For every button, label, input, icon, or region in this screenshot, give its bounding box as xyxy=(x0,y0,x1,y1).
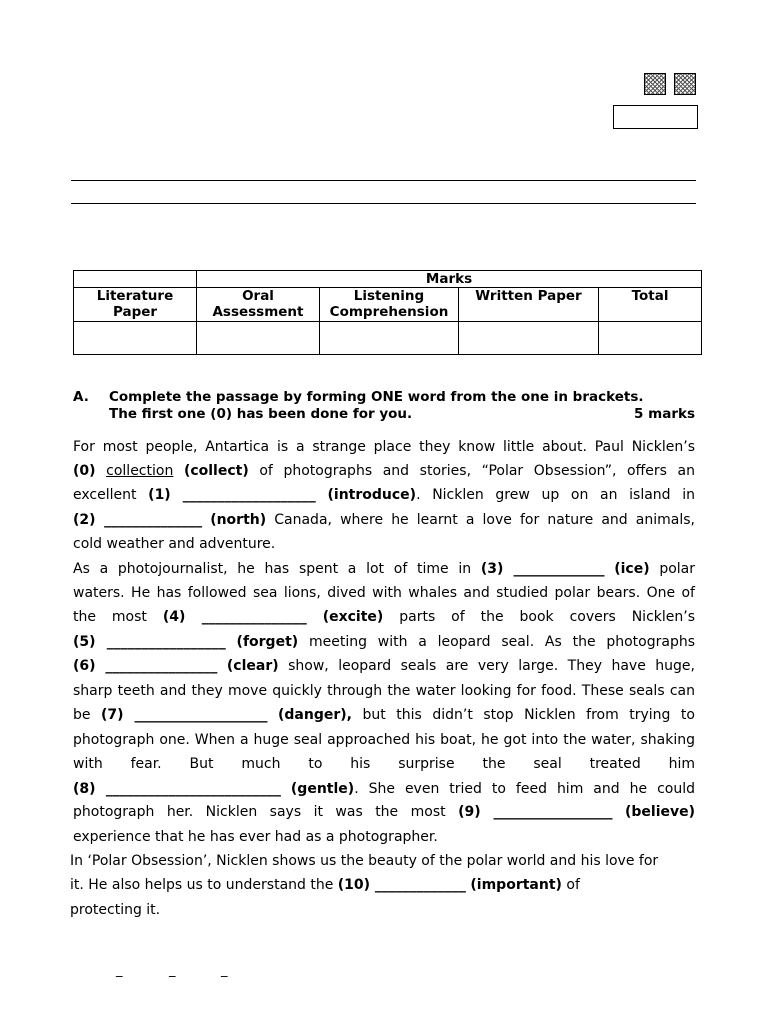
blank-6[interactable]: (6) ________________ xyxy=(73,658,218,674)
table-corner-cell xyxy=(74,271,197,288)
col-literature-paper: Literature Paper xyxy=(74,288,197,322)
blank-5[interactable]: (5) _________________ xyxy=(73,634,226,650)
passage-line: with fear. But much to his surprise the seal treated him xyxy=(73,756,695,772)
col-total: Total xyxy=(599,288,702,322)
passage-line: sharp teeth and they move quickly through the water looking for food. These seals can xyxy=(73,683,695,699)
passage-line: (0) collection (collect) of photographs and stories, “Polar Obsession”, offers an xyxy=(73,463,695,479)
score-total[interactable] xyxy=(599,322,702,355)
footer-dash: _ xyxy=(169,963,176,978)
score-oral-assessment[interactable] xyxy=(197,322,320,355)
blank-4[interactable]: (4) _______________ xyxy=(162,609,307,625)
blank-1[interactable]: (1) ___________________ xyxy=(148,487,316,503)
passage-line: photograph one. When a huge seal approached his boat, he got into the water, shaking xyxy=(73,732,695,748)
passage-line: the most (4) _______________ (excite) parts of the book covers Nicklen’s xyxy=(73,609,695,625)
blank-3[interactable]: (3) _____________ xyxy=(480,561,605,577)
passage-line: As a photojournalist, he has spent a lot of time in (3) _____________ (ice) polar xyxy=(73,561,696,577)
col-listening-comprehension: Listening Comprehension xyxy=(320,288,459,322)
score-literature-paper[interactable] xyxy=(74,322,197,355)
passage-line: be (7) ___________________ (danger), but this didn’t stop Nicklen from trying to xyxy=(73,707,695,723)
instruction-line-2: The first one (0) has been done for you. xyxy=(109,406,413,422)
instruction-line-1: Complete the passage by forming ONE word from the one in brackets. xyxy=(109,389,644,405)
passage-line: excellent (1) ___________________ (introduce). Nicklen grew up on an island in xyxy=(73,487,696,503)
passage-line: (8) _________________________ (gentle). She even tried to feed him and he could xyxy=(73,781,695,797)
blank-2[interactable]: (2) ______________ xyxy=(73,512,203,528)
passage-line: (2) ______________ (north) Canada, where he learnt a love for nature and animals, xyxy=(73,512,695,528)
passage-line: photograph her. Nicklen says it was the most (9) _________________ (believe) xyxy=(73,804,696,820)
section-marks: 5 marks xyxy=(634,406,695,422)
blank-10[interactable]: (10) _____________ xyxy=(337,877,466,893)
footer-dash: _ xyxy=(221,963,228,978)
col-oral-assessment: Oral Assessment xyxy=(197,288,320,322)
name-line-2[interactable] xyxy=(71,203,696,204)
passage-line: waters. He has followed sea lions, dived with whales and studied polar bears. One of xyxy=(73,585,695,601)
name-line-1[interactable] xyxy=(71,180,696,181)
score-listening-comprehension[interactable] xyxy=(320,322,459,355)
blank-7[interactable]: (7) ___________________ xyxy=(101,707,268,723)
section-letter: A. xyxy=(73,389,89,405)
patterned-box-2 xyxy=(674,73,696,95)
example-answer: collection xyxy=(106,463,174,479)
passage-line: protecting it. xyxy=(70,902,161,918)
passage-line: In ‘Polar Obsession’, Nicklen shows us the beauty of the polar world and his love for xyxy=(70,853,659,869)
blank-8[interactable]: (8) _________________________ xyxy=(73,781,281,797)
score-written-paper[interactable] xyxy=(459,322,599,355)
passage-line: experience that he has ever had as a photographer. xyxy=(73,829,438,845)
passage-line: For most people, Antartica is a strange place they know little about. Paul Nicklen’s xyxy=(73,439,695,455)
patterned-box-1 xyxy=(644,73,666,95)
marks-table xyxy=(73,270,702,355)
blank-9[interactable]: (9) _________________ xyxy=(458,804,613,820)
passage-line: (5) _________________ (forget) meeting with a leopard seal. As the photographs xyxy=(73,634,696,650)
passage-line: cold weather and adventure. xyxy=(73,536,276,552)
id-box[interactable] xyxy=(613,105,698,129)
col-written-paper: Written Paper xyxy=(459,288,599,322)
footer-dash: _ xyxy=(116,963,123,978)
passage-line: (6) ________________ (clear) show, leopard seals are very large. They have huge, xyxy=(73,658,695,674)
passage-line: it. He also helps us to understand the (10) _____________ (important) of xyxy=(70,877,580,893)
marks-header: Marks xyxy=(197,271,702,288)
